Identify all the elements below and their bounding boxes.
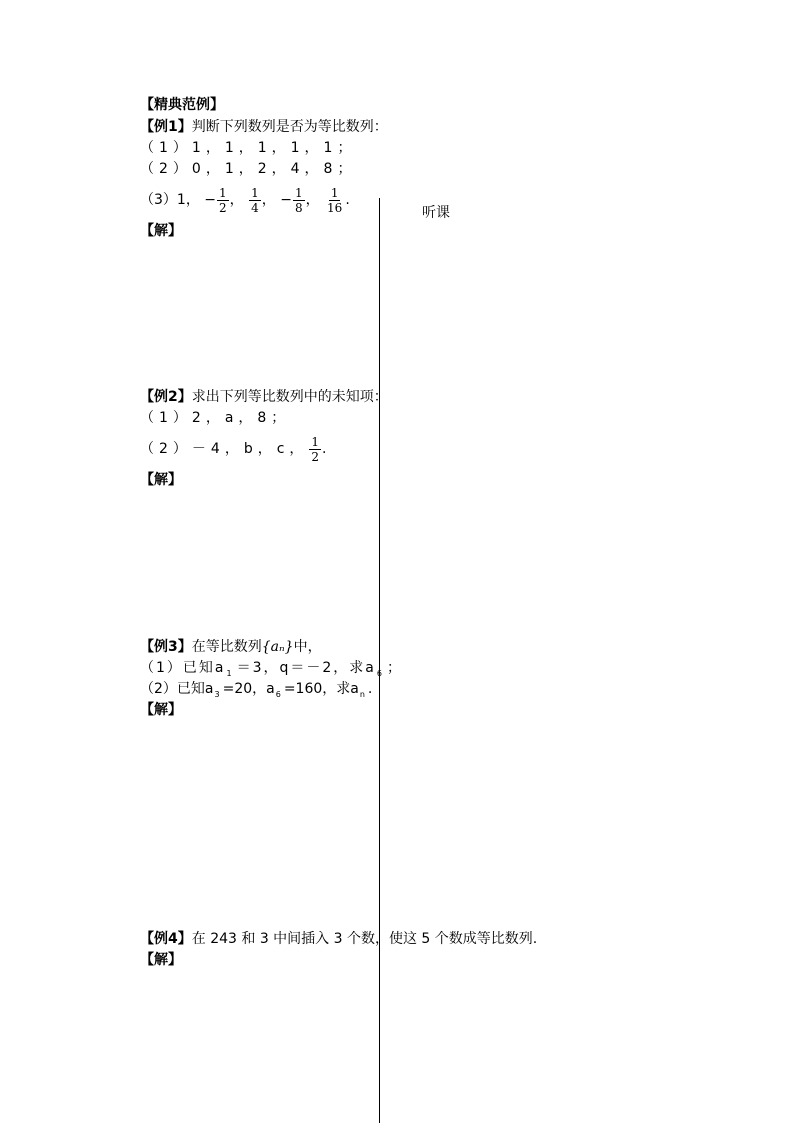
- example-2-heading: [140, 388, 388, 406]
- example-3-item-2: （2）已知$a_3 =20$，$a_6 =160$，求$a_n$ .: [140, 681, 373, 699]
- side-label-listen: 听课: [422, 205, 450, 221]
- example-2-item-2: [140, 432, 327, 466]
- sequence-notation: {aₙ}: [261, 639, 294, 655]
- fraction-term: $\frac{1}{4}$ ，: [251, 185, 276, 215]
- example-4-heading: [140, 930, 537, 948]
- example-3-label: 【例3】: [140, 639, 192, 655]
- example-3-solution-label: 【解】: [140, 702, 182, 718]
- fraction: $\frac{1}{16}$: [327, 185, 343, 215]
- example-1-label: 【例1】: [140, 119, 192, 135]
- example-1-solution-label: 【解】: [140, 223, 182, 239]
- example-4-solution-label: 【解】: [140, 952, 182, 968]
- fraction: $\frac{1}{2}$: [311, 434, 320, 464]
- example-2-label: 【例2】: [140, 389, 192, 405]
- example-2-item-2-prefix: （2）－4，b，c，: [140, 441, 309, 457]
- example-1-heading: [140, 118, 388, 136]
- example-1-prompt: 判断下列数列是否为等比数列：: [191, 119, 388, 135]
- fraction-term: − $\frac{1}{2}$ ，: [204, 185, 244, 215]
- fraction: $\frac{1}{2}$: [219, 185, 227, 215]
- example-3-item-1: （1）已知$a_1 =3$，q＝－2，求$a_6$ ；: [140, 660, 403, 678]
- example-4-label: 【例4】: [140, 931, 192, 947]
- example-2-solution-label: 【解】: [140, 472, 182, 488]
- fraction: $\frac{1}{8}$: [294, 185, 303, 215]
- example-4-prompt: 在 243 和 3 中间插入 3 个数，使这 5 个数成等比数列.: [191, 931, 538, 947]
- example-1-item-2: （2）0，1，2，4，8；: [140, 161, 357, 177]
- example-1-item-3-prefix: （3）1，: [140, 192, 200, 208]
- fraction-term: $\frac{1}{16}$ .: [327, 185, 350, 215]
- fraction-term: − $\frac{1}{8}$ ，: [280, 185, 320, 215]
- example-1-item-3: [140, 183, 350, 217]
- section-title: 【精典范例】: [140, 97, 224, 113]
- example-2-item-1: （1）2，a，8；: [140, 410, 291, 426]
- example-2-prompt: 求出下列等比数列中的未知项：: [191, 389, 388, 405]
- example-1-item-1: （1）1，1，1，1，1；: [140, 140, 357, 156]
- example-3-heading: 【例3】在等比数列{aₙ}中，: [140, 639, 322, 655]
- fraction: $\frac{1}{4}$: [251, 185, 259, 215]
- example-2-item-2-suffix: .: [322, 441, 327, 457]
